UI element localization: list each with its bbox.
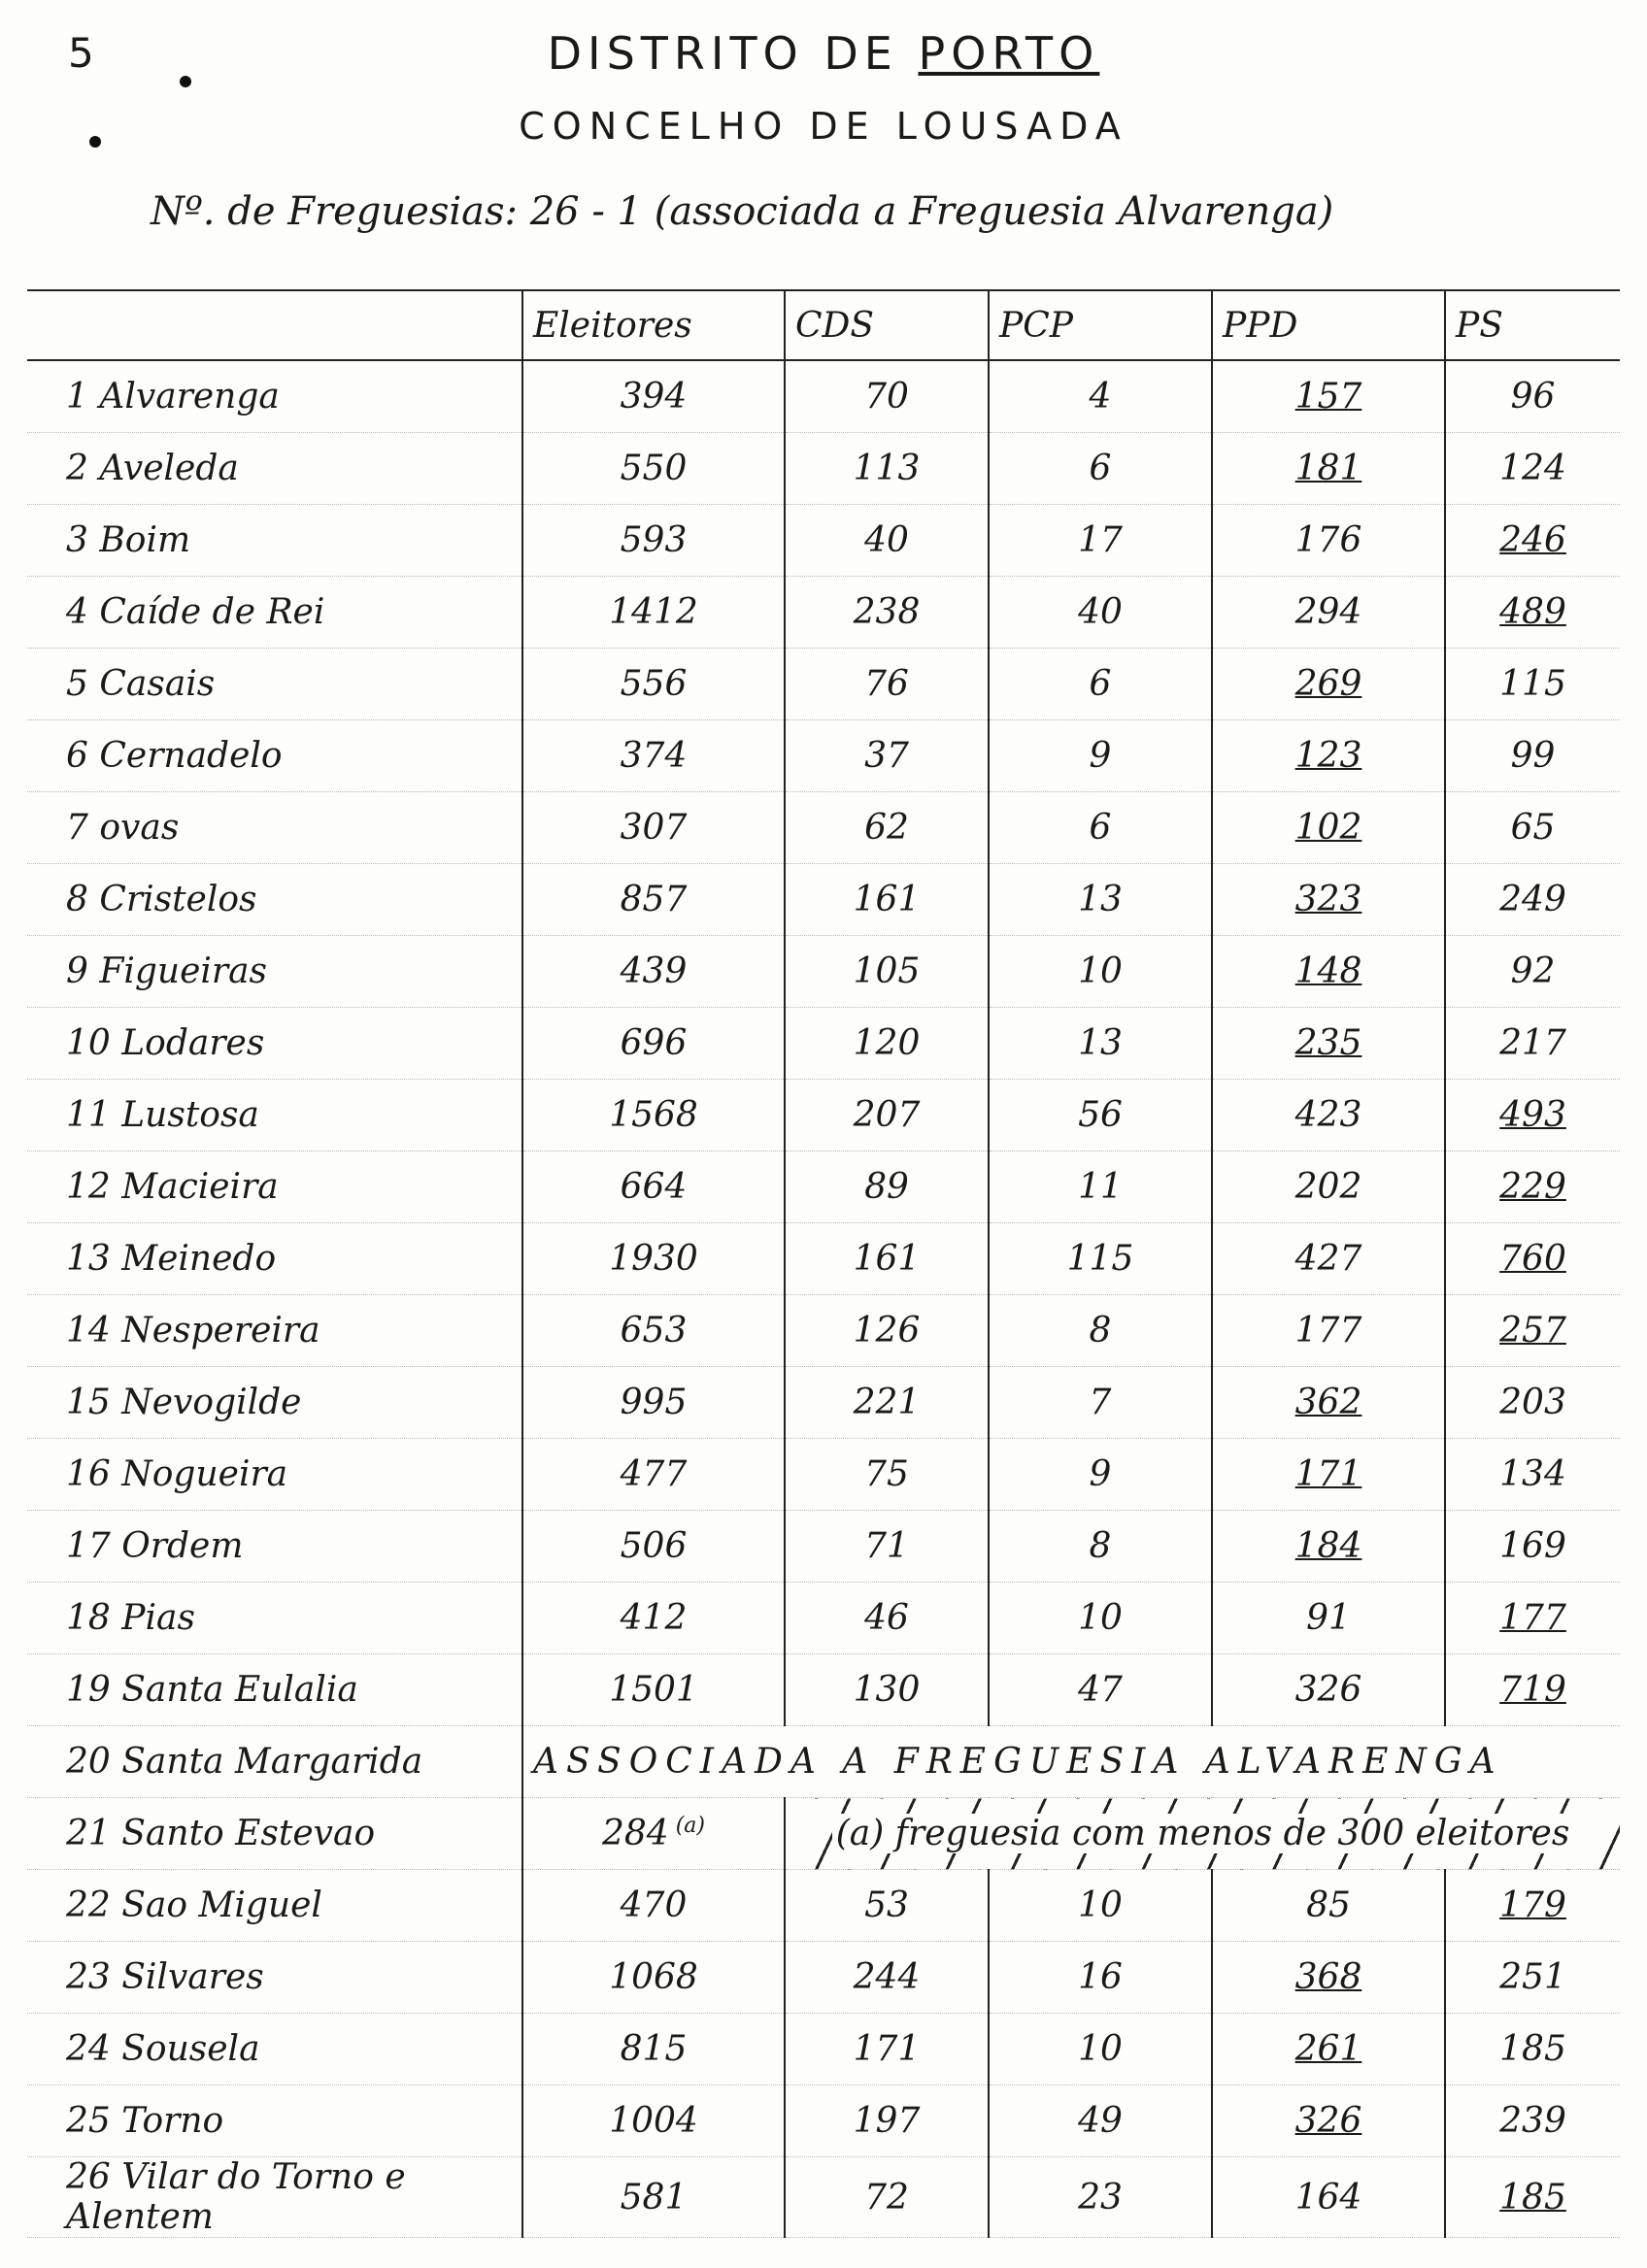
pcp-cell	[989, 1870, 1212, 1942]
ppd-cell	[1212, 1439, 1445, 1511]
ps-value: 257	[1499, 1311, 1566, 1351]
parish-name: 2 Aveleda	[27, 433, 522, 505]
ps-value: 493	[1499, 1095, 1566, 1135]
ps-cell	[1445, 720, 1620, 792]
parish-name: 8 Cristelos	[27, 864, 522, 936]
ppd-value: 184	[1294, 1526, 1362, 1566]
ppd-cell	[1212, 505, 1445, 577]
ps-cell	[1445, 936, 1620, 1008]
pcp-value: 11	[1078, 1167, 1123, 1207]
cds-value: 70	[864, 377, 909, 417]
pcp-value: 115	[1066, 1239, 1134, 1279]
cds-value: 197	[853, 2101, 921, 2141]
cds-value: 238	[853, 592, 921, 632]
table-row	[27, 577, 1620, 649]
table-row	[27, 720, 1620, 792]
table-row	[27, 1870, 1620, 1942]
cds-value: 76	[864, 664, 909, 704]
table-row	[27, 2014, 1620, 2085]
ppd-value: 323	[1294, 880, 1362, 919]
cds-cell	[785, 360, 989, 433]
ps-cell	[1445, 433, 1620, 505]
ppd-cell	[1212, 1223, 1445, 1295]
cds-cell	[785, 1223, 989, 1295]
eleitores-cell: 664	[522, 1151, 785, 1223]
cds-cell	[785, 505, 989, 577]
table-row	[27, 2157, 1620, 2238]
pcp-cell	[989, 1942, 1212, 2014]
cds-value: 221	[853, 1383, 921, 1422]
ps-value: 99	[1510, 736, 1556, 776]
eleitores-cell: 374	[522, 720, 785, 792]
pcp-value: 10	[1078, 1885, 1123, 1925]
pcp-cell	[989, 864, 1212, 936]
cds-cell	[785, 720, 989, 792]
ppd-cell	[1212, 792, 1445, 864]
ppd-value: 181	[1294, 449, 1362, 488]
parish-name: 1 Alvarenga	[27, 360, 522, 433]
ps-value: 177	[1499, 1598, 1566, 1638]
pcp-cell	[989, 1439, 1212, 1511]
ps-cell	[1445, 1295, 1620, 1367]
table-row	[27, 1798, 1620, 1870]
ppd-cell	[1212, 1151, 1445, 1223]
table-row	[27, 1942, 1620, 2014]
cds-cell	[785, 1080, 989, 1151]
cds-value: 46	[864, 1598, 909, 1638]
eleitores-cell: 470	[522, 1870, 785, 1942]
ps-value: 179	[1499, 1885, 1566, 1925]
pcp-cell	[989, 1151, 1212, 1223]
ppd-value: 177	[1294, 1311, 1362, 1351]
pcp-value: 49	[1078, 2101, 1123, 2141]
pcp-cell	[989, 1511, 1212, 1583]
district-name: PORTO	[918, 27, 1100, 80]
eleitores-cell: 815	[522, 2014, 785, 2085]
table-header-row	[27, 290, 1620, 360]
pcp-value: 9	[1089, 736, 1112, 776]
cds-cell	[785, 792, 989, 864]
cds-cell	[785, 433, 989, 505]
parish-name: 14 Nespereira	[27, 1295, 522, 1367]
ps-cell	[1445, 2085, 1620, 2157]
eleitores-cell: 1412	[522, 577, 785, 649]
cds-cell	[785, 1439, 989, 1511]
ppd-value: 85	[1306, 1885, 1351, 1925]
ps-cell	[1445, 1080, 1620, 1151]
pcp-value: 13	[1078, 1023, 1123, 1063]
cds-value: 75	[864, 1454, 909, 1494]
cds-value: 62	[864, 808, 909, 848]
column-header-cds: CDS	[785, 290, 989, 360]
eleitores-cell: 307	[522, 792, 785, 864]
eleitores-value: 284	[602, 1814, 669, 1853]
pcp-value: 4	[1089, 377, 1112, 417]
ppd-cell	[1212, 360, 1445, 433]
pcp-cell	[989, 2085, 1212, 2157]
ppd-cell	[1212, 433, 1445, 505]
cds-value: 130	[853, 1670, 921, 1710]
ps-cell	[1445, 792, 1620, 864]
pcp-value: 16	[1078, 1957, 1123, 1997]
pcp-cell	[989, 1008, 1212, 1080]
ps-cell	[1445, 2014, 1620, 2085]
ps-value: 239	[1499, 2101, 1566, 2141]
ps-cell	[1445, 649, 1620, 720]
ps-cell	[1445, 1942, 1620, 2014]
cds-value: 72	[864, 2177, 909, 2218]
ps-cell	[1445, 1439, 1620, 1511]
ps-value: 217	[1499, 1023, 1566, 1063]
ppd-value: 176	[1294, 520, 1362, 560]
cds-cell	[785, 2157, 989, 2238]
eleitores-cell: 653	[522, 1295, 785, 1367]
cds-cell	[785, 2085, 989, 2157]
parish-name: 3 Boim	[27, 505, 522, 577]
ppd-value: 326	[1294, 2101, 1362, 2141]
cds-cell	[785, 1367, 989, 1439]
ppd-cell	[1212, 720, 1445, 792]
ppd-value: 164	[1294, 2177, 1362, 2218]
eleitores-cell: 581	[522, 2157, 785, 2238]
table-row	[27, 1367, 1620, 1439]
ppd-cell	[1212, 2157, 1445, 2238]
parish-name: 22 Sao Miguel	[27, 1870, 522, 1942]
pcp-value: 17	[1078, 520, 1123, 560]
cds-value: 71	[864, 1526, 909, 1566]
table-row	[27, 1654, 1620, 1726]
eleitores-cell: 439	[522, 936, 785, 1008]
pcp-cell	[989, 720, 1212, 792]
ppd-cell	[1212, 1008, 1445, 1080]
cds-value: 53	[864, 1885, 909, 1925]
eleitores-cell: 394	[522, 360, 785, 433]
eleitores-cell: 506	[522, 1511, 785, 1583]
pcp-cell	[989, 2157, 1212, 2238]
eleitores-cell: 1004	[522, 2085, 785, 2157]
pcp-cell	[989, 1654, 1212, 1726]
ppd-value: 423	[1294, 1095, 1362, 1135]
pcp-value: 56	[1078, 1095, 1123, 1135]
cds-cell	[785, 1008, 989, 1080]
eleitores-cell: 556	[522, 649, 785, 720]
column-header-ppd: PPD	[1212, 290, 1445, 360]
pcp-value: 10	[1078, 1598, 1123, 1638]
ppd-cell	[1212, 1080, 1445, 1151]
table-row	[27, 1008, 1620, 1080]
parish-name: 23 Silvares	[27, 1942, 522, 2014]
cds-value: 40	[864, 520, 909, 560]
cds-value: 105	[853, 951, 921, 991]
table-body	[27, 360, 1620, 2238]
pcp-value: 6	[1089, 449, 1112, 488]
column-header-pcp: PCP	[989, 290, 1212, 360]
column-header-eleitores: Eleitores	[522, 290, 785, 360]
cds-value: 126	[853, 1311, 921, 1351]
cds-value: 244	[853, 1957, 921, 1997]
footnote-ref: (a)	[668, 1814, 705, 1838]
eleitores-cell: 1068	[522, 1942, 785, 2014]
table-row	[27, 1511, 1620, 1583]
ps-cell	[1445, 1654, 1620, 1726]
ps-value: 719	[1499, 1670, 1566, 1710]
pcp-value: 7	[1089, 1383, 1112, 1422]
ppd-cell	[1212, 649, 1445, 720]
table-row	[27, 1583, 1620, 1654]
cds-cell	[785, 1511, 989, 1583]
pcp-value: 6	[1089, 808, 1112, 848]
ps-cell	[1445, 505, 1620, 577]
ppd-cell	[1212, 1511, 1445, 1583]
ps-value: 246	[1499, 520, 1566, 560]
cds-value: 207	[853, 1095, 921, 1135]
table-row	[27, 936, 1620, 1008]
table-row	[27, 433, 1620, 505]
parish-name: 13 Meinedo	[27, 1223, 522, 1295]
parish-name: 9 Figueiras	[27, 936, 522, 1008]
eleitores-cell: 696	[522, 1008, 785, 1080]
ps-value: 489	[1499, 592, 1566, 632]
table-row	[27, 1439, 1620, 1511]
ppd-cell	[1212, 2085, 1445, 2157]
cds-cell	[785, 1151, 989, 1223]
pcp-value: 47	[1078, 1670, 1123, 1710]
column-header-ps: PS	[1445, 290, 1620, 360]
ppd-cell	[1212, 1295, 1445, 1367]
pcp-cell	[989, 360, 1212, 433]
parish-name: 12 Macieira	[27, 1151, 522, 1223]
pcp-value: 10	[1078, 951, 1123, 991]
eleitores-cell: 550	[522, 433, 785, 505]
pcp-cell	[989, 2014, 1212, 2085]
ps-value: 185	[1499, 2029, 1566, 2069]
ppd-value: 427	[1294, 1239, 1362, 1279]
parish-name: 11 Lustosa	[27, 1080, 522, 1151]
parish-name: 19 Santa Eulalia	[27, 1654, 522, 1726]
pcp-value: 40	[1078, 592, 1123, 632]
cds-cell	[785, 1870, 989, 1942]
ps-value: 65	[1510, 808, 1556, 848]
pcp-cell	[989, 792, 1212, 864]
eleitores-cell: 857	[522, 864, 785, 936]
parish-name: 20 Santa Margarida	[27, 1726, 522, 1798]
cds-cell	[785, 864, 989, 936]
ps-cell	[1445, 360, 1620, 433]
eleitores-cell: 1568	[522, 1080, 785, 1151]
pcp-value: 23	[1078, 2177, 1123, 2218]
results-table	[27, 289, 1620, 2238]
pcp-cell	[989, 505, 1212, 577]
ps-value: 115	[1499, 664, 1566, 704]
pcp-cell	[989, 1080, 1212, 1151]
ppd-value: 171	[1294, 1454, 1362, 1494]
ps-value: 229	[1499, 1167, 1566, 1207]
ps-value: 96	[1510, 377, 1556, 417]
pcp-value: 8	[1089, 1526, 1112, 1566]
parish-name: 25 Torno	[27, 2085, 522, 2157]
council-title: CONCELHO DE LOUSADA	[519, 105, 1128, 148]
cds-cell	[785, 1583, 989, 1654]
ppd-value: 269	[1294, 664, 1362, 704]
ps-value: 92	[1510, 951, 1556, 991]
table-row	[27, 792, 1620, 864]
ps-cell	[1445, 2157, 1620, 2238]
pcp-cell	[989, 936, 1212, 1008]
cds-value: 89	[864, 1167, 909, 1207]
table-row	[27, 1080, 1620, 1151]
ppd-cell	[1212, 1942, 1445, 2014]
associated-note: ASSOCIADA A FREGUESIA ALVARENGA	[522, 1726, 1620, 1798]
table-row	[27, 2085, 1620, 2157]
ps-value: 185	[1499, 2177, 1566, 2218]
parish-name: 21 Santo Estevao	[27, 1798, 522, 1870]
cds-value: 161	[853, 1239, 921, 1279]
pcp-value: 8	[1089, 1311, 1112, 1351]
eleitores-cell	[522, 1798, 785, 1870]
ppd-value: 148	[1294, 951, 1362, 991]
ppd-cell	[1212, 1367, 1445, 1439]
table-row	[27, 1295, 1620, 1367]
ps-value: 124	[1499, 449, 1566, 488]
table-row	[27, 864, 1620, 936]
ppd-value: 102	[1294, 808, 1362, 848]
ppd-value: 368	[1294, 1957, 1362, 1997]
parish-name: 16 Nogueira	[27, 1439, 522, 1511]
cds-cell	[785, 649, 989, 720]
ps-value: 203	[1499, 1383, 1566, 1422]
ps-cell	[1445, 1151, 1620, 1223]
eleitores-cell: 1930	[522, 1223, 785, 1295]
ppd-value: 91	[1306, 1598, 1351, 1638]
cds-value: 113	[853, 449, 921, 488]
ps-cell	[1445, 1511, 1620, 1583]
district-prefix: DISTRITO DE	[547, 27, 898, 80]
ps-value: 249	[1499, 880, 1566, 919]
cds-cell	[785, 936, 989, 1008]
column-header-parish	[27, 290, 522, 360]
footnote-text: (a) freguesia com menos de 300 eleitores	[832, 1814, 1574, 1853]
table-row	[27, 1726, 1620, 1798]
ppd-value: 294	[1294, 592, 1362, 632]
eleitores-cell: 477	[522, 1439, 785, 1511]
cds-cell	[785, 1295, 989, 1367]
table-row	[27, 360, 1620, 433]
cds-value: 171	[853, 2029, 921, 2069]
parish-count: Nº. de Freguesias: 26 - 1 (associada a Freguesia Alvarenga)	[151, 189, 1334, 234]
pcp-value: 6	[1089, 664, 1112, 704]
ps-cell	[1445, 1008, 1620, 1080]
ppd-cell	[1212, 577, 1445, 649]
parish-name: 7 ovas	[27, 792, 522, 864]
parish-name: 18 Pias	[27, 1583, 522, 1654]
table-row	[27, 1223, 1620, 1295]
ppd-cell	[1212, 2014, 1445, 2085]
parish-name: 10 Lodares	[27, 1008, 522, 1080]
page-number: 5	[68, 29, 94, 77]
ps-cell	[1445, 577, 1620, 649]
cds-cell	[785, 577, 989, 649]
ps-value: 169	[1499, 1526, 1566, 1566]
ps-cell	[1445, 1367, 1620, 1439]
ps-cell	[1445, 1870, 1620, 1942]
ppd-value: 326	[1294, 1670, 1362, 1710]
ppd-cell	[1212, 936, 1445, 1008]
parish-name: 15 Nevogilde	[27, 1367, 522, 1439]
ppd-cell	[1212, 1654, 1445, 1726]
pcp-cell	[989, 433, 1212, 505]
ps-value: 251	[1499, 1957, 1566, 1997]
ps-value: 760	[1499, 1239, 1566, 1279]
cds-value: 120	[853, 1023, 921, 1063]
parish-name: 24 Sousela	[27, 2014, 522, 2085]
parish-name: 5 Casais	[27, 649, 522, 720]
ps-cell	[1445, 1583, 1620, 1654]
ps-cell	[1445, 1223, 1620, 1295]
pcp-cell	[989, 1223, 1212, 1295]
cds-value: 37	[864, 736, 909, 776]
ppd-value: 157	[1294, 377, 1362, 417]
ppd-cell	[1212, 1583, 1445, 1654]
ppd-value: 235	[1294, 1023, 1362, 1063]
cds-cell	[785, 1942, 989, 2014]
table-row	[27, 649, 1620, 720]
ps-cell	[1445, 864, 1620, 936]
pcp-cell	[989, 649, 1212, 720]
pcp-value: 9	[1089, 1454, 1112, 1494]
parish-name: 4 Caíde de Rei	[27, 577, 522, 649]
pcp-cell	[989, 577, 1212, 649]
pcp-value: 13	[1078, 880, 1123, 919]
pcp-cell	[989, 1367, 1212, 1439]
eleitores-cell: 593	[522, 505, 785, 577]
eleitores-cell: 412	[522, 1583, 785, 1654]
cds-cell	[785, 2014, 989, 2085]
pcp-cell	[989, 1583, 1212, 1654]
ppd-value: 202	[1294, 1167, 1362, 1207]
table-row	[27, 505, 1620, 577]
hatched-cells	[785, 1798, 1620, 1870]
district-title	[0, 27, 1647, 80]
cds-cell	[785, 1654, 989, 1726]
ppd-value: 261	[1294, 2029, 1362, 2069]
ppd-cell	[1212, 1870, 1445, 1942]
ppd-value: 362	[1294, 1383, 1362, 1422]
parish-name: 6 Cernadelo	[27, 720, 522, 792]
ppd-cell	[1212, 864, 1445, 936]
parish-name: 17 Ordem	[27, 1511, 522, 1583]
cds-value: 161	[853, 880, 921, 919]
ppd-value: 123	[1294, 736, 1362, 776]
eleitores-cell: 1501	[522, 1654, 785, 1726]
pcp-cell	[989, 1295, 1212, 1367]
eleitores-cell: 995	[522, 1367, 785, 1439]
ps-value: 134	[1499, 1454, 1566, 1494]
parish-name: 26 Vilar do Torno e Alentem	[27, 2157, 522, 2238]
pcp-value: 10	[1078, 2029, 1123, 2069]
table-row	[27, 1151, 1620, 1223]
